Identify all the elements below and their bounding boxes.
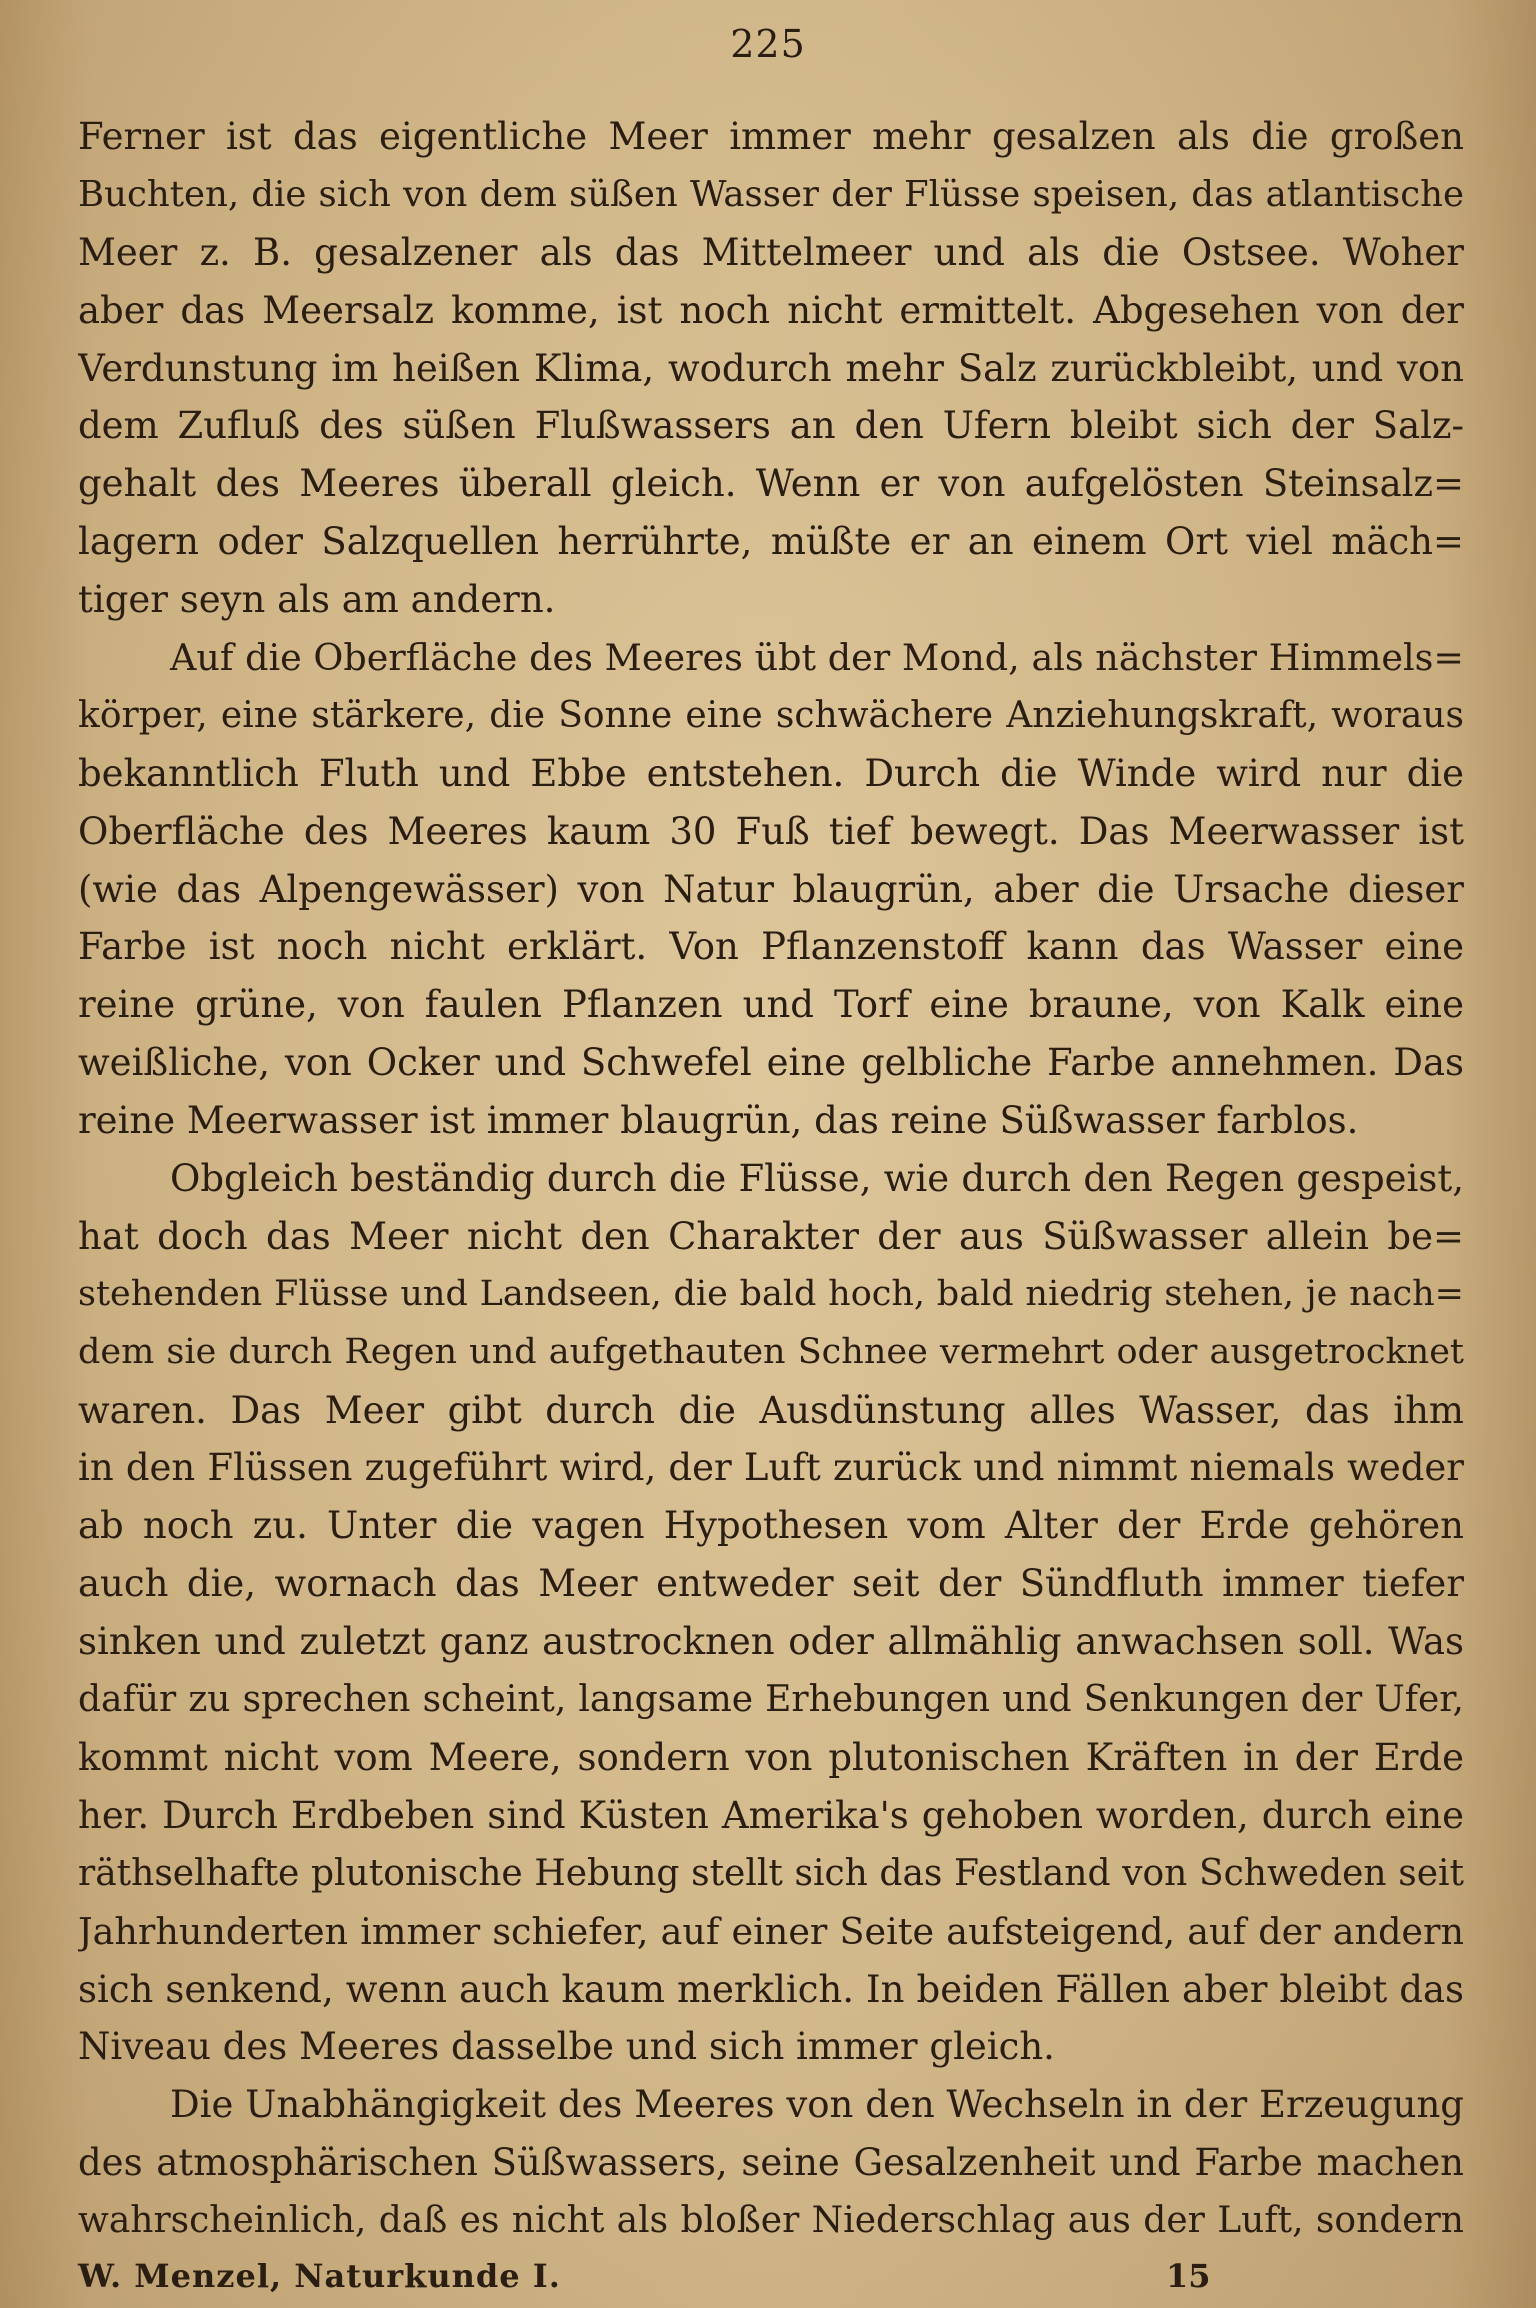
- text-line: sinken und zuletzt ganz austrocknen oder allmählig anwachsen soll. Was: [78, 1620, 1464, 1664]
- text-line: Oberfläche des Meeres kaum 30 Fuß tief bewegt. Das Meerwasser ist: [78, 809, 1464, 853]
- text-line: Ferner ist das eigentliche Meer immer mehr gesalzen als die großen: [78, 115, 1464, 158]
- text-line: reine Meerwasser ist immer blaugrün, das reine Süßwasser farblos.: [78, 1099, 1359, 1143]
- text-line: wahrscheinlich, daß es nicht als bloßer Niederschlag aus der Luft, sondern: [78, 2200, 1464, 2242]
- page-footer: [78, 2254, 1211, 2298]
- text-line: des atmosphärischen Süßwassers, seine Gesalzenheit und Farbe machen: [78, 2141, 1464, 2185]
- text-line: dafür zu sprechen scheint, langsame Erhebungen und Senkungen der Ufer,: [78, 1679, 1464, 1721]
- text-line: Auf die Oberfläche des Meeres übt der Mond, als nächster Himmels=: [170, 636, 1464, 680]
- text-line: dem Zufluß des süßen Flußwassers an den Ufern bleibt sich der Salz-: [78, 404, 1464, 448]
- text-line: Jahrhunderten immer schiefer, auf einer Seite aufsteigend, auf der andern: [78, 1909, 1464, 1953]
- text-line: Obgleich beständig durch die Flüsse, wie durch den Regen gespeist,: [170, 1157, 1464, 1201]
- text-line: körper, eine stärkere, die Sonne eine schwächere Anziehungskraft, woraus: [78, 694, 1464, 736]
- text-line: Meer z. B. gesalzener als das Mittelmeer und als die Ostsee. Woher: [78, 230, 1464, 274]
- text-line: weißliche, von Ocker und Schwefel eine gelbliche Farbe annehmen. Das: [78, 1041, 1464, 1085]
- footer-author-title: W. Menzel, Naturkunde I.: [78, 2257, 561, 2295]
- text-line: Niveau des Meeres dasselbe und sich immer gleich.: [78, 2025, 1055, 2069]
- signature-mark: 15: [1166, 2257, 1211, 2295]
- text-line: Farbe ist noch nicht erklärt. Von Pflanzenstoff kann das Wasser eine: [78, 925, 1464, 969]
- text-line: lagern oder Salzquellen herrührte, müßte er an einem Ort viel mäch=: [78, 520, 1464, 564]
- text-line: (wie das Alpengewässer) von Natur blaugrün, aber die Ursache dieser: [78, 867, 1464, 911]
- text-line: in den Flüssen zugeführt wird, der Luft zurück und nimmt niemals weder: [78, 1446, 1464, 1490]
- body-text: [78, 108, 1464, 2250]
- text-line: Die Unabhängigkeit des Meeres von den Wechseln in der Erzeugung: [170, 2083, 1464, 2127]
- text-line: sich senkend, wenn auch kaum merklich. In beiden Fällen aber bleibt das: [78, 1967, 1464, 2011]
- text-line: Buchten, die sich von dem süßen Wasser der Flüsse speisen, das atlantische: [78, 173, 1464, 215]
- text-line: her. Durch Erdbeben sind Küsten Amerika's gehoben worden, durch eine: [78, 1793, 1464, 1837]
- text-line: auch die, wornach das Meer entweder seit der Sündfluth immer tiefer: [78, 1562, 1464, 1606]
- text-line: reine grüne, von faulen Pflanzen und Torf eine braune, von Kalk eine: [78, 983, 1464, 1027]
- text-line: ab noch zu. Unter die vagen Hypothesen vom Alter der Erde gehören: [78, 1504, 1464, 1548]
- text-line: waren. Das Meer gibt durch die Ausdünstung alles Wasser, das ihm: [78, 1388, 1464, 1432]
- page-number: 225: [730, 22, 806, 66]
- text-line: räthselhafte plutonische Hebung stellt sich das Festland von Schweden seit: [78, 1852, 1464, 1894]
- text-line: hat doch das Meer nicht den Charakter der aus Süßwasser allein be=: [78, 1214, 1464, 1258]
- text-line: tiger seyn als am andern.: [78, 578, 556, 622]
- text-line: stehenden Flüsse und Landseen, die bald hoch, bald niedrig stehen, je nach=: [78, 1273, 1464, 1314]
- text-line: kommt nicht vom Meere, sondern von plutonischen Kräften in der Erde: [78, 1735, 1464, 1779]
- text-line: bekanntlich Fluth und Ebbe entstehen. Durch die Winde wird nur die: [78, 751, 1464, 795]
- text-line: gehalt des Meeres überall gleich. Wenn er von aufgelösten Steinsalz=: [78, 462, 1464, 506]
- text-line: Verdunstung im heißen Klima, wodurch mehr Salz zurückbleibt, und von: [78, 346, 1464, 390]
- text-line: aber das Meersalz komme, ist noch nicht ermittelt. Abgesehen von der: [78, 288, 1464, 332]
- text-line: dem sie durch Regen und aufgethauten Schnee vermehrt oder ausgetrocknet: [78, 1331, 1464, 1372]
